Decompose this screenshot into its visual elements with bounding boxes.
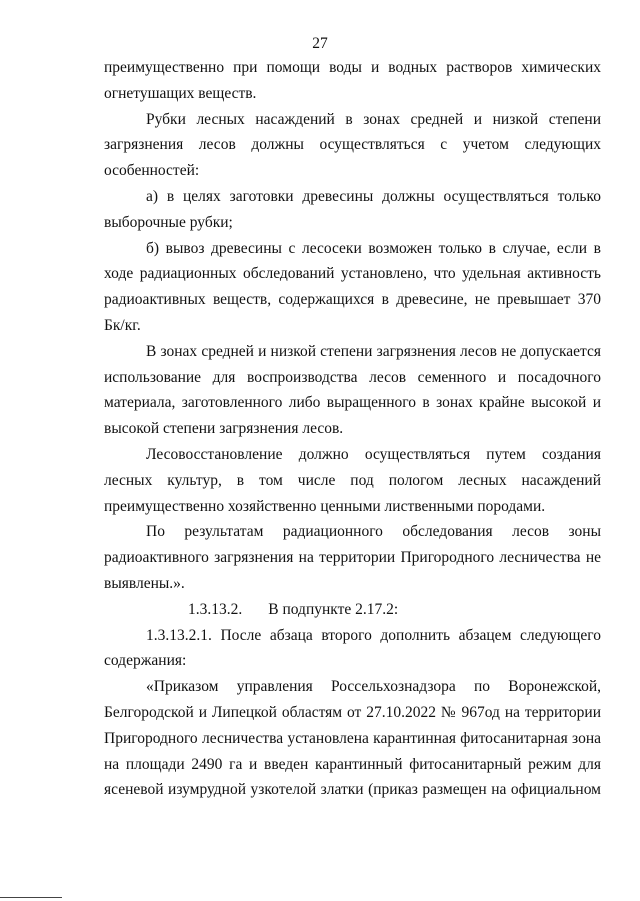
document-body xyxy=(104,55,601,803)
sub-item-number: 1.3.13.2. xyxy=(188,600,243,618)
paragraph-reproduction: В зонах средней и низкой степени загрязнения лесов не допускается использование для воспроизводства лесов семенного и посадочного материала, заготовленного либо выращенного в зонах крайне высокой и высокой степени загрязнения лесов. xyxy=(104,342,601,438)
paragraph-continuation: преимущественно при помощи воды и водных растворов химических огнетушащих веществ. xyxy=(104,59,601,102)
paragraph-order-quote: «Приказом управления Россельхознадзора по Воронежской, Белгородской и Липецкой областям от 27.10.2022 № 967од на территории Пригородного лесничества установлена карантинная фитосанитарная зона на площади 2490 га и введен карантинный фитосанитарный режим для ясеневой изумрудной узкотелой златки (приказ размещен на официальном xyxy=(104,678,601,799)
footer-rule xyxy=(0,897,62,898)
paragraph-item-a: а) в целях заготовки древесины должны осуществляться только выборочные рубки; xyxy=(104,187,601,231)
sub-item-text: В подпункте 2.17.2: xyxy=(268,600,399,618)
paragraph-add-abzac: 1.3.13.2.1. После абзаца второго дополнить абзацем следующего содержания: xyxy=(104,626,601,670)
paragraph-item-b: б) вывоз древесины с лесосеки возможен только в случае, если в ходе радиационных обследований установлено, что удельная активность радиоактивных веществ, содержащихся в древесине, не превышает 370 Бк/кг. xyxy=(104,239,601,334)
paragraph-survey-results: По результатам радиационного обследования лесов зоны радиоактивного загрязнения на территории Пригородного лесничества не выявлены.». xyxy=(104,523,601,592)
paragraph-reforestation: Лесовосстановление должно осуществляться путем создания лесных культур, в том числе под пологом лесных насаждений преимущественно хозяйственно ценными лиственными породами. xyxy=(104,445,601,515)
sub-item-heading xyxy=(104,597,601,623)
page-number: 27 xyxy=(312,35,328,52)
paragraph-cutting-intro: Рубки лесных насаждений в зонах средней и низкой степени загрязнения лесов должны осуществляться с учетом следующих особенностей: xyxy=(104,110,601,180)
